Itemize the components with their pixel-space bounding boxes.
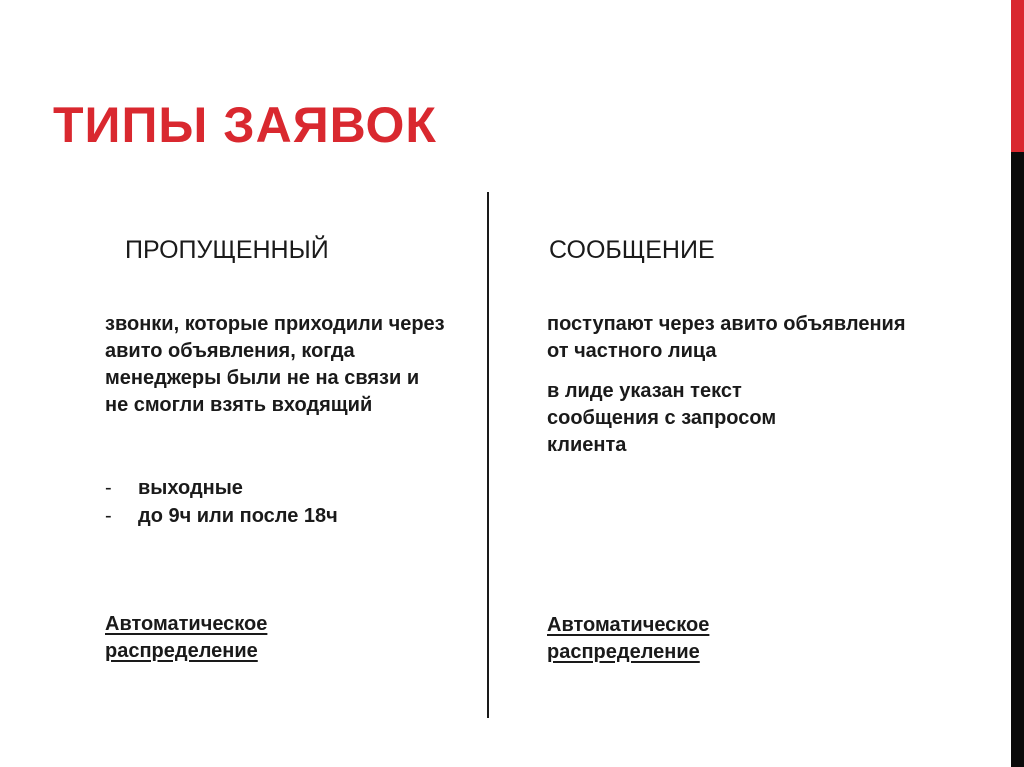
column-divider: [487, 192, 489, 718]
right-column-description-2: в лиде указан текст сообщения с запросом клиента: [547, 380, 777, 456]
right-column-heading: СООБЩЕНИЕ: [549, 236, 715, 264]
slide-title: ТИПЫ ЗАЯВОК: [53, 97, 437, 153]
list-item: [105, 474, 338, 502]
list-item: [105, 502, 338, 530]
left-column-bullet-list: [105, 474, 338, 530]
left-column-heading: ПРОПУЩЕННЫЙ: [125, 236, 329, 264]
accent-bar-black: [1011, 152, 1024, 767]
right-column-description-1: поступают через авито объявления от частного лица: [547, 313, 906, 362]
bullet-text: до 9ч или после 18ч: [138, 505, 338, 527]
bullet-marker: -: [105, 505, 112, 527]
left-column-distribution: Автоматическое распределение: [105, 613, 268, 662]
bullet-text: выходные: [138, 477, 243, 499]
accent-bar-red: [1011, 0, 1024, 152]
left-column-description: звонки, которые приходили через авито объявления, когда менеджеры были не на связи и не смогли взять входящий: [105, 313, 445, 416]
right-column-distribution: Автоматическое распределение: [547, 614, 710, 663]
bullet-marker: -: [105, 477, 112, 499]
